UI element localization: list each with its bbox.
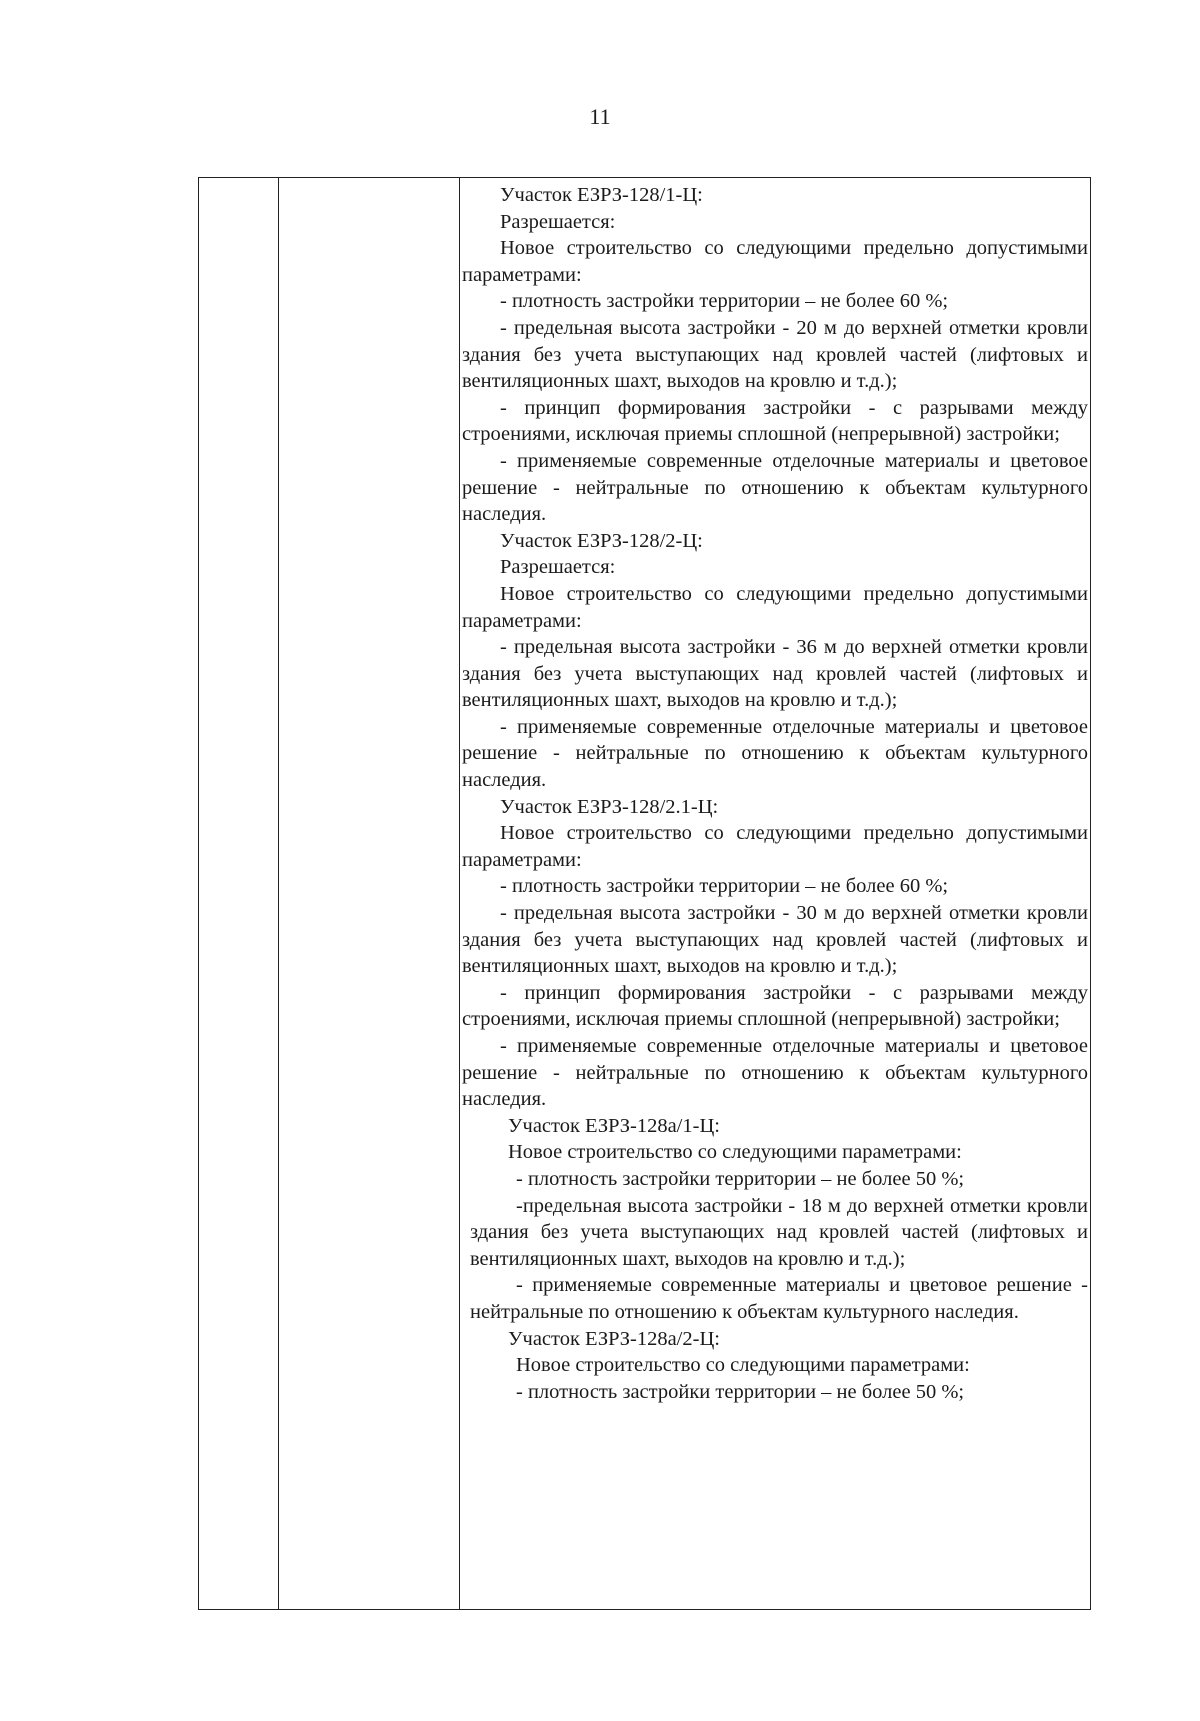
table-cell-paragraph: - предельная высота застройки - 30 м до верхней отметки кровли здания без учета выступающих над кровлей частей (лифтовых и вентиляционных шахт, выходов на кровлю и т.д.);	[462, 902, 1088, 978]
table-cell-paragraph: Участок ЕЗРЗ-128/2-Ц:	[500, 529, 703, 552]
table-cell-paragraph: - применяемые современные материалы и цветовое решение - нейтральные по отношению к объектам культурного наследия.	[470, 1274, 1088, 1323]
table-cell-paragraph: - принцип формирования застройки - с разрывами между строениями, исключая приемы сплошной (непрерывной) застройки;	[462, 396, 1088, 446]
table-column-number	[199, 178, 279, 1609]
table-cell-paragraph: Новое строительство со следующими параметрами:	[516, 1354, 970, 1377]
table-cell-paragraph: - предельная высота застройки - 20 м до верхней отметки кровли здания без учета выступающих над кровлей частей (лифтовых и вентиляционных шахт, выходов на кровлю и т.д.);	[462, 316, 1088, 393]
table-column-zone	[279, 178, 460, 1609]
table-cell-paragraph: Разрешается:	[500, 210, 616, 233]
table-column-requirements	[460, 178, 1090, 1609]
table-cell-paragraph: -предельная высота застройки - 18 м до верхней отметки кровли здания без учета выступающих над кровлей частей (лифтовых и вентиляционных шахт, выходов на кровлю и т.д.);	[470, 1194, 1088, 1270]
table-cell-paragraph: - применяемые современные отделочные материалы и цветовое решение - нейтральные по отношению к объектам культурного наследия.	[462, 715, 1088, 792]
table-cell-paragraph: - предельная высота застройки - 36 м до верхней отметки кровли здания без учета выступающих над кровлей частей (лифтовых и вентиляционных шахт, выходов на кровлю и т.д.);	[462, 636, 1088, 712]
regulations-table	[198, 177, 1091, 1610]
table-cell-paragraph: - плотность застройки территории – не более 50 %;	[516, 1167, 965, 1190]
table-cell-paragraph: - принцип формирования застройки - с разрывами между строениями, исключая приемы сплошной (непрерывной) застройки;	[462, 981, 1088, 1031]
table-cell-paragraph: - применяемые современные отделочные материалы и цветовое решение - нейтральные по отношению к объектам культурного наследия.	[462, 449, 1088, 526]
table-cell-paragraph: Участок ЕЗРЗ-128/2.1-Ц:	[500, 795, 719, 818]
table-cell-paragraph: Новое строительство со следующими параметрами:	[508, 1141, 962, 1164]
page-number: 11	[589, 104, 611, 129]
table-cell-paragraph: - плотность застройки территории – не более 60 %;	[500, 875, 949, 898]
table-cell-paragraph: - применяемые современные отделочные материалы и цветовое решение - нейтральные по отношению к объектам культурного наследия.	[462, 1035, 1088, 1111]
table-cell-paragraph: Новое строительство со следующими предельно допустимыми параметрами:	[462, 582, 1088, 632]
table-cell-paragraph: - плотность застройки территории – не более 60 %;	[500, 290, 949, 313]
table-cell-paragraph: Новое строительство со следующими предельно допустимыми параметрами:	[462, 237, 1088, 286]
table-cell-paragraph: Новое строительство со следующими предельно допустимыми параметрами:	[462, 822, 1088, 871]
table-cell-paragraph: Участок ЕЗРЗ-128а/2-Ц:	[508, 1327, 720, 1350]
table-cell-paragraph: Участок ЕЗРЗ-128а/1-Ц:	[508, 1114, 720, 1137]
table-cell-paragraph: Разрешается:	[500, 556, 616, 579]
table-cell-paragraph: - плотность застройки территории – не более 50 %;	[516, 1380, 965, 1403]
table-cell-paragraph: Участок ЕЗРЗ-128/1-Ц:	[500, 184, 703, 206]
